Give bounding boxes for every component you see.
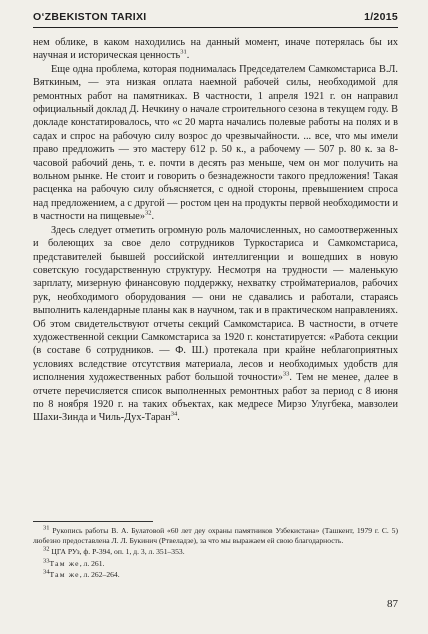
footnote-ref-32[interactable]: 32 xyxy=(145,209,152,217)
footnote-33: $^{33}$Там же, л. 261. xyxy=(43,557,105,568)
footnote-ref-34[interactable]: 34 xyxy=(170,410,178,418)
footnotes xyxy=(33,526,398,581)
running-header xyxy=(33,7,398,28)
page-number: 87 xyxy=(387,598,398,610)
article-body xyxy=(33,36,398,425)
journal-title: O‘ZBEKISTON TARIXI xyxy=(33,11,147,23)
issue-number: 1/2015 xyxy=(364,11,398,23)
footnote-31: $^{31}$ Рукопись работы В. А. Булатовой «60 лет деу охраны памятников Узбекистана» (Ташкент, 1979 г. С. 5) любезно предоставлена Л. Л. Букинич (Ртвеладзе), за что мы выражаем ей свою благодарность. xyxy=(33,524,398,546)
footnote-34: $^{34}$Там же, л. 262–264. xyxy=(43,568,120,579)
paragraph-2: Еще одна проблема, которая поднималась Председателем Самкомстариса В.Л. Вяткиным, — эта низкая оплата наемной рабочей силы, необходимой для ремонтных работ на памятниках. В частности, 1 апреля 1921 г. он направил официальный доклад Д. Нечкину о начале строительного сезона в текущем году. В докладе констатировалось, что «с 20 марта начались полевые работы на полях и в садах и спрос на рабочую силу возрос до чрезвычайности. ... все, что мы имели право предложить — это мастеру 612 р. 50 к., а рабочему — 507 р. 80 к. за 8-часовой рабочий день, т. е. почти в десять раз меньше, чем он мог получить на вольном рынке. Не стоит и говорить о безнадежности такого предложения! Такая расценка на рабочую силу объясняется, с одной стороны, превышением спроса над предложением, а с другой — ростом цен на продукты первой необходимости и в частности на пищевые»$^{32}$. xyxy=(33,63,398,223)
paragraph-1: нем облике, в каком находились на данный момент, иначе потерялась бы их научная и историческая ценность$^{31}$. xyxy=(33,37,398,62)
paragraph-3: Здесь следует отметить огромную роль малочисленных, но самоотверженных и болеющих за свое дело сотрудников Туркостариса и Самкомстариса, представителей бывшей российской интеллигенции и вошедших в новую советскую государственную структуру. Несмотря на трудности — маленькую зарплату, мизерную финансовую поддержку, нехватку стройматериалов, рабочих рук, необходимого оборудования — они не сдавались и работали, стараясь выполнить календарные планы как в научном, так и в практическом направлениях. Об этом свидетельствуют отчеты секций Самкомстариса. В частности, в отчете художественной секции Самкомстариса за 1920 г. констатируется: «Работа секции (в составе 6 сотрудников. — Ф. Ш.) протекала при крайне неблагоприятных условиях вследствие отсутствия материала, лесов и необходимых удобств для исполнения художественных работ большой точности»$^{33}$. Тем не менее, далее в отчете перечисляется список выполненных ремонтных работ за период с 8 июня по 8 ноября 1920 г. на таких объектах, как медресе Мирзо Улугбека, мавзолеи Шахи-Зинда и Чиль-Дух-Таран$^{34}$. xyxy=(33,224,398,424)
footnote-ref-31[interactable]: 31 xyxy=(180,48,187,56)
footnote-32: $^{32}$ ЦГА РУз, ф. Р-394, оп. 1, д. 3, л. 351–353. xyxy=(43,545,185,557)
footnote-ref-33[interactable]: 33 xyxy=(282,370,290,378)
footnote-divider xyxy=(33,521,153,522)
